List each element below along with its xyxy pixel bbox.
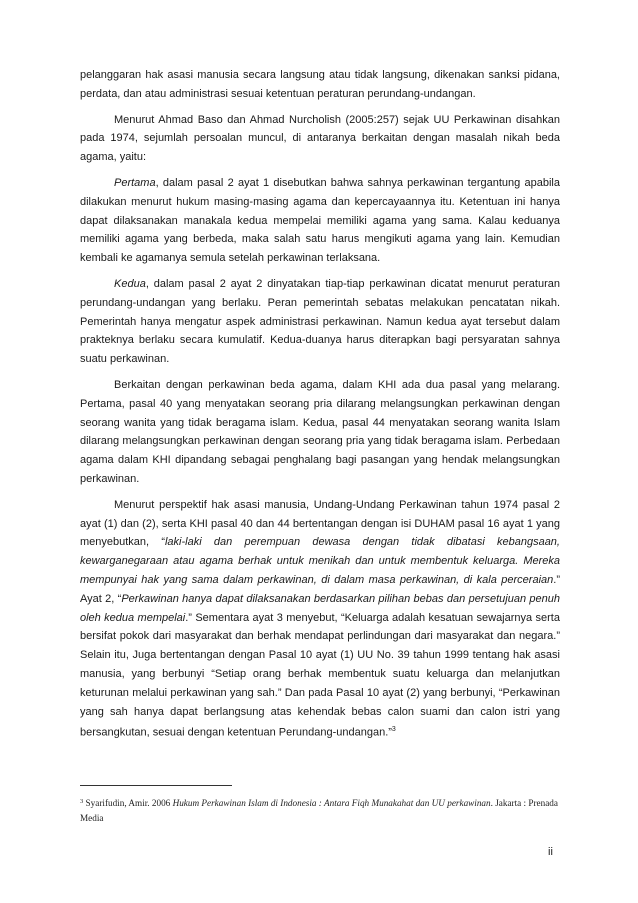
paragraph-3-rest: , dalam pasal 2 ayat 1 disebutkan bahwa sahnya perkawinan tergantung apabila dilakukan menurut hukum masing-masing agama dan kepercayaannya itu. Ketentuan ini hanya dapat dilaksanakan manakala kedua mempelai memiliki agama yang sama. Kalau keduanya memiliki agama yang berbeda, maka salah satu harus mengikuti agama yang lain. Kemudian kembali ke agamanya semula setelah perkawinan terlaksana. <box>80 176 560 265</box>
paragraph-6 <box>80 496 560 743</box>
body-text <box>80 66 560 750</box>
page-number: ii <box>548 846 553 858</box>
paragraph-3-lead: Pertama <box>114 176 156 189</box>
footnote-reference: 3 <box>391 726 396 734</box>
paragraph-4-lead: Kedua <box>114 277 146 290</box>
paragraph-5: Berkaitan dengan perkawinan beda agama, dalam KHI ada dua pasal yang melarang. Pertama, pasal 40 yang menyatakan seorang pria dilarang melangsungkan perkawinan dengan seorang wanita yang tidak beragama islam. Kedua, pasal 44 menyatakan seorang wanita Islam dilarang melangsungkan perkawinan dengan seorang pria yang tidak beragama islam. Perbedaan agama dalam KHI dipandang sebagai penghalang bagi pasangan yang hendak melangsungkan perkawinan. <box>80 378 560 485</box>
footnote <box>80 794 560 826</box>
footnote-book-title: Hukum Perkawinan Islam di Indonesia : Antara Fiqh Munakahat dan UU perkawinan <box>172 798 491 808</box>
footnote-number: 3 <box>80 798 84 805</box>
paragraph-4-rest: , dalam pasal 2 ayat 2 dinyatakan tiap-tiap perkawinan dicatat menurut peraturan perundang-undangan yang berlaku. Peran pemerintah sebatas melakukan pencatatan nikah. Pemerintah hanya mengatur aspek administrasi perkawinan. Namun kedua ayat tersebut dalam prakteknya berlaku secara kumulatif. Kedua-duanya harus diterapkan bagi persyaratan sahnya suatu perkawinan. <box>80 277 560 366</box>
duham-quote-2: Perkawinan hanya dapat dilaksanakan berdasarkan pilihan bebas dan persetujuan penuh oleh kedua mempelai <box>80 592 560 624</box>
footnote-text-b: . Jakarta : Prenada Media <box>80 798 558 823</box>
paragraph-6-part-c: .” Sementara ayat 3 menyebut, “Keluarga adalah kesatuan sewajarnya serta bersifat pokok dari masyarakat dan berhak mendapat perlindungan dari masyarakat dan negara.” Selain itu, Juga bertentangan dengan Pasal 10 ayat (1) UU No. 39 tahun 1999 tentang hak asasi manusia, yang berbunyi “Setiap orang berhak membentuk suatu keluarga dan melanjutkan keturunan melalui perkawinan yang sah.” Dan pada Pasal 10 ayat (2) yang berbunyi, “Perkawinan yang sah hanya dapat berlangsung atas kehendak bebas calon suami dan calon istri yang bersangkutan, sesuai dengan ketentuan Perundang-undangan.” <box>80 611 560 739</box>
paragraph-3 <box>80 174 560 268</box>
footnote-text-a: Syarifudin, Amir. 2006 <box>83 798 173 808</box>
paragraph-6-part-a: Menurut perspektif hak asasi manusia, Undang-Undang Perkawinan tahun 1974 pasal 2 ayat (1) dan (2), serta KHI pasal 40 dan 44 bertentangan dengan isi DUHAM pasal 16 ayat 1 yang menyebutkan, “ <box>80 498 560 549</box>
duham-quote-1: laki-laki dan perempuan dewasa dengan tidak dibatasi kebangsaan, kewarganegaraan atau agama berhak untuk menikah dan untuk membentuk keluarga. Mereka mempunyai hak yang sama dalam perkawinan, di dalam masa perkawinan, di kala perceraian <box>80 536 560 586</box>
paragraph-1: pelanggaran hak asasi manusia secara langsung atau tidak langsung, dikenakan sanksi pidana, perdata, dan atau administrasi sesuai ketentuan peraturan perundang-undangan. <box>80 69 560 100</box>
paragraph-2: Menurut Ahmad Baso dan Ahmad Nurcholish (2005:257) sejak UU Perkawinan disahkan pada 1974, sejumlah persoalan muncul, di antaranya berkaitan dengan masalah nikah beda agama, yaitu: <box>80 113 560 164</box>
paragraph-6-part-b: .” Ayat 2, “ <box>80 573 560 605</box>
paragraph-4 <box>80 275 560 369</box>
footnote-divider <box>80 785 232 786</box>
